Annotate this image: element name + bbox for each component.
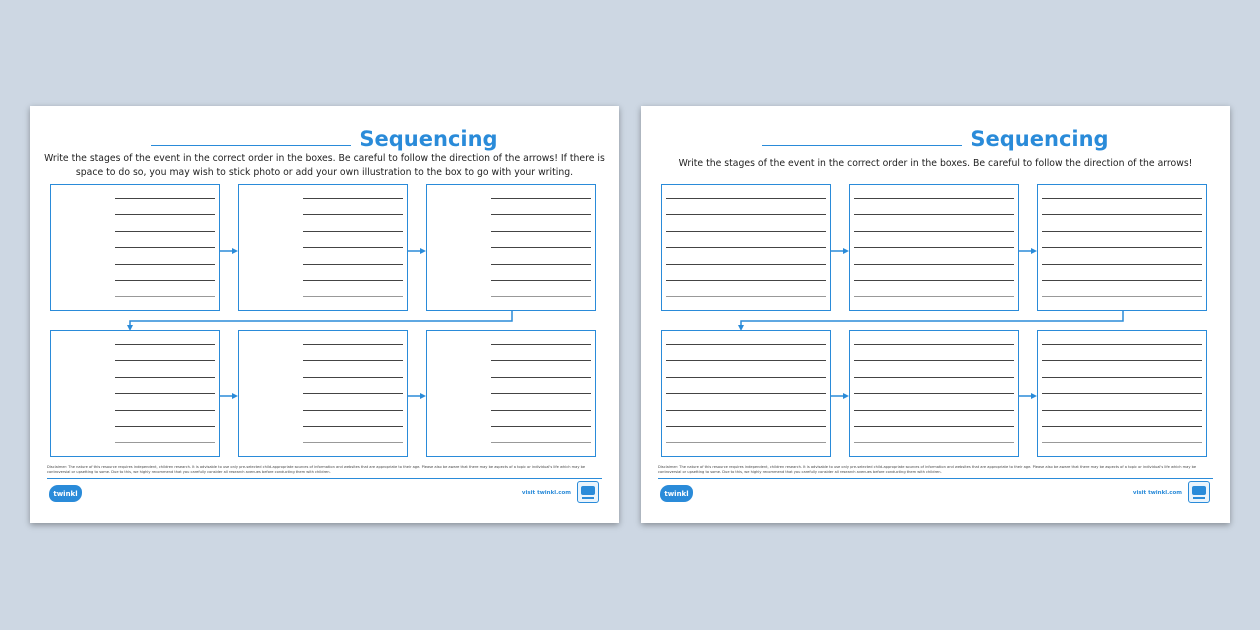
instructions: Write the stages of the event in the correct order in the boxes. Be careful to follow the direction of the arrows! (678, 158, 1193, 169)
footer-divider (47, 478, 602, 479)
footer-divider (658, 478, 1213, 479)
visit-link[interactable]: visit twinkl.com (1132, 490, 1182, 496)
instructions: Write the stages of the event in the correct order in the boxes. Be careful to follow the direction of the arrows! If there is space to do so, you may wish to stick photo or add your own illustration to the box to go with your writing. (44, 153, 605, 178)
twinkl-cloud-logo: twinkl (49, 485, 82, 502)
quality-badge-icon (1188, 481, 1210, 503)
arrow-return-icon (741, 311, 1123, 327)
worksheet-with-illustration-space (30, 106, 619, 523)
worksheet-title: Sequencing (970, 127, 1109, 151)
quality-badge-icon (577, 481, 599, 503)
sequence-arrows (641, 106, 1230, 523)
disclaimer: Disclaimer: The nature of this resource requires independent, children research. It is advisable to use only pre-selected child-appropriate sources of information and websites that are appropriate to their age. Please also be aware that there may be aspects of a topic or individual's life which may be controversial or upsetting to some. Due to this, we highly recommend that you carefully consider all research avenues before conducting them with children. (47, 465, 586, 474)
arrow-return-icon (130, 311, 512, 327)
visit-link[interactable]: visit twinkl.com (521, 490, 571, 496)
sequence-arrows (30, 106, 619, 523)
twinkl-cloud-logo: twinkl (660, 485, 693, 502)
worksheet-title: Sequencing (359, 127, 498, 151)
disclaimer: Disclaimer: The nature of this resource requires independent, children research. It is advisable to use only pre-selected child-appropriate sources of information and websites that are appropriate to their age. Please also be aware that there may be aspects of a topic or individual's life which may be controversial or upsetting to some. Due to this, we highly recommend that you carefully consider all research avenues before conducting them with children. (658, 465, 1197, 474)
worksheet-lined-only (641, 106, 1230, 523)
